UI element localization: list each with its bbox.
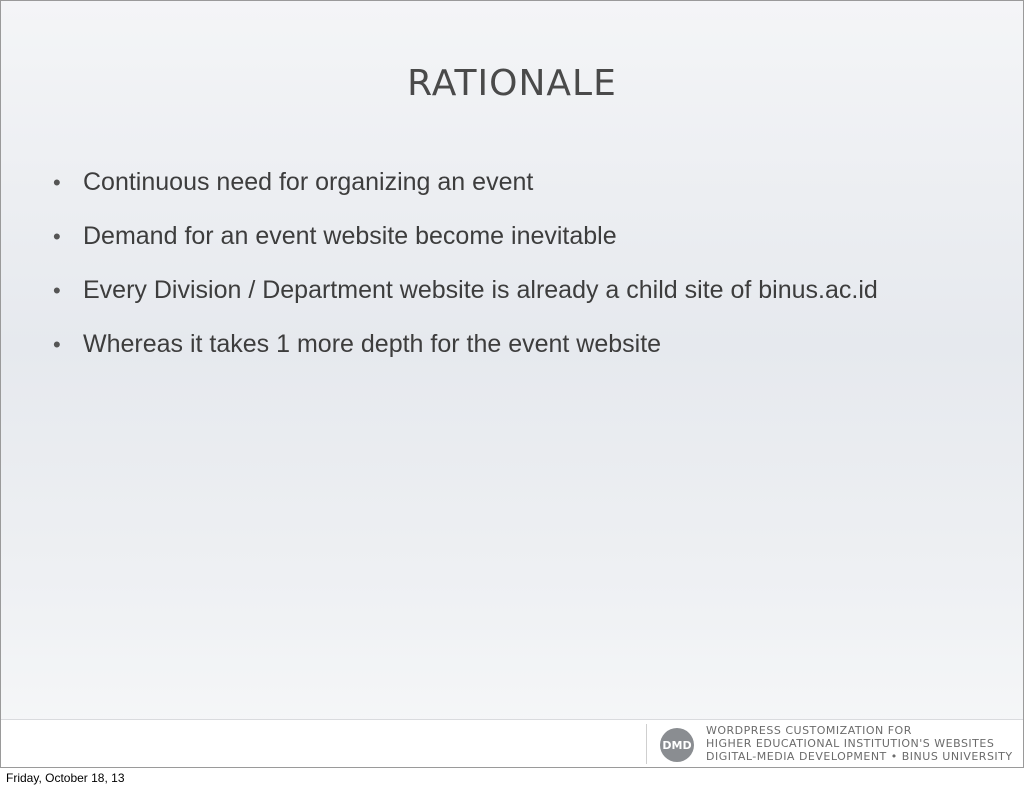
footer-line: HIGHER EDUCATIONAL INSTITUTION'S WEBSITES	[706, 737, 995, 750]
footer-line: DIGITAL-MEDIA DEVELOPMENT • BINUS UNIVERSITY	[706, 750, 1013, 763]
bullet-list	[53, 164, 913, 380]
bullet-dot-icon: •	[53, 332, 61, 357]
bullet-text: Demand for an event website become inevitable	[83, 222, 617, 250]
bullet-item	[53, 326, 913, 363]
slide-title: RATIONALE	[407, 63, 617, 104]
date-label: Friday, October 18, 13	[6, 771, 125, 785]
dmd-logo-icon: DMD	[660, 728, 694, 762]
bullet-dot-icon: •	[53, 224, 61, 249]
bullet-item	[53, 218, 913, 255]
bullet-text: Continuous need for organizing an event	[83, 168, 534, 196]
footer-line: WORDPRESS CUSTOMIZATION FOR	[706, 724, 912, 737]
footer-band	[1, 719, 1023, 768]
bullet-item	[53, 272, 913, 309]
bullet-dot-icon: •	[53, 170, 61, 195]
bullet-item	[53, 164, 913, 201]
bullet-dot-icon: •	[53, 278, 61, 303]
footer-text	[706, 724, 1013, 763]
footer-divider	[646, 724, 647, 764]
bullet-text: Whereas it takes 1 more depth for the event website	[83, 330, 662, 358]
bullet-text: Every Division / Department website is already a child site of binus.ac.id	[83, 276, 878, 304]
